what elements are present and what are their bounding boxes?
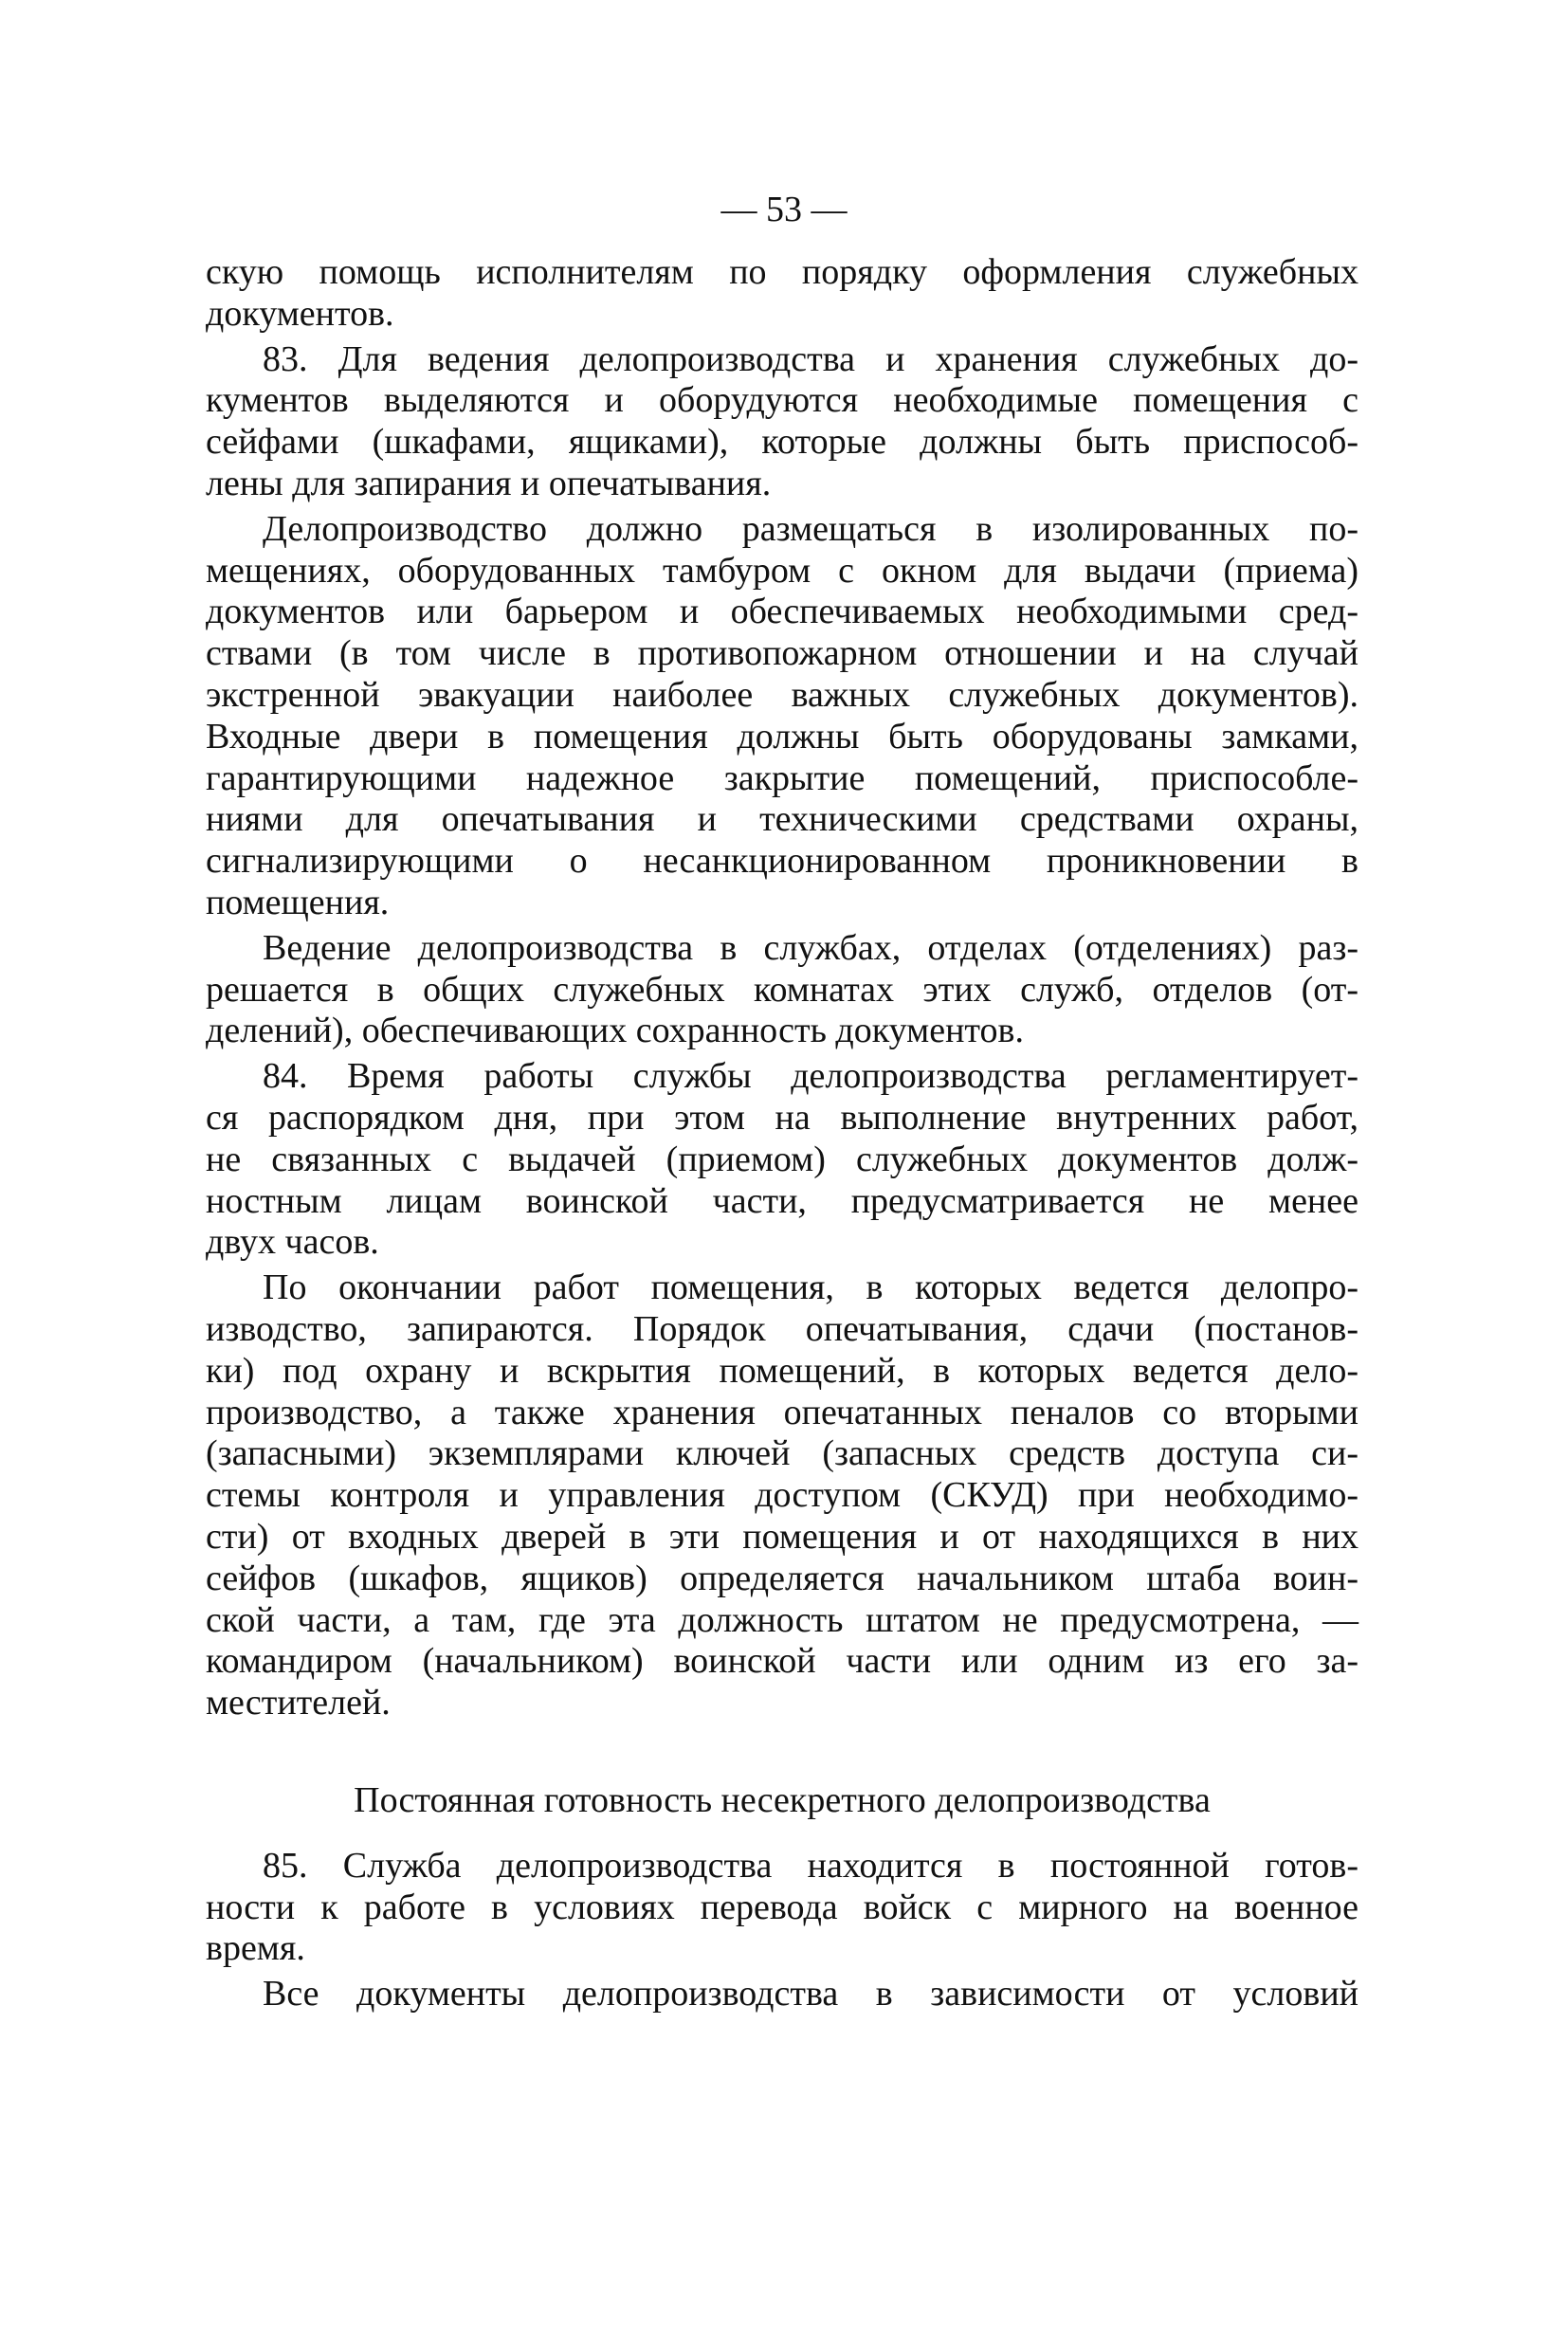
paragraph [206, 928, 1358, 1052]
text-line: ся распорядком дня, при этом на выполнение внутренних работ, [206, 1097, 1358, 1138]
page-number: — 53 — [720, 190, 848, 229]
text-line: не связанных с выдачей (приемом) служебных документов долж- [206, 1139, 1358, 1179]
text-line: Все документы делопроизводства в зависимости от условий [263, 1974, 1358, 2015]
text-line: документов или барьером и обеспечиваемых необходимыми сред- [206, 592, 1358, 632]
paragraph [206, 1974, 1358, 2015]
paragraph [206, 1267, 1358, 1724]
paragraph [206, 252, 1358, 336]
text-line: сейфами (шкафами, ящиками), которые должны быть приспособ- [206, 422, 1358, 463]
text-line: командиром (начальником) воинской части или одним из его за- [206, 1641, 1358, 1682]
text-line: Входные двери в помещения должны быть оборудованы замками, [206, 716, 1358, 757]
text-line: ности к работе в условиях перевода войск с мирного на военное [206, 1887, 1358, 1927]
text-line: гарантирующими надежное закрытие помещений, приспособле- [206, 757, 1358, 798]
text-line: местителей. [206, 1683, 391, 1723]
text-line: ки) под охрану и вскрытия помещений, в которых ведется дело- [206, 1350, 1358, 1391]
text-line: сейфов (шкафов, ящиков) определяется начальником штаба воин- [206, 1558, 1358, 1598]
text-line: помещения. [206, 882, 390, 922]
text-line: время. [206, 1928, 305, 1969]
text-line: ниями для опечатывания и техническими средствами охраны, [206, 799, 1358, 840]
text-line: двух часов. [206, 1222, 379, 1263]
paragraph [206, 509, 1358, 924]
text-line: документов. [206, 293, 394, 334]
text-line: По окончании работ помещения, в которых ведется делопро- [263, 1267, 1358, 1308]
paragraph [206, 1056, 1358, 1264]
text-line: лены для запирания и опечатывания. [206, 463, 772, 503]
text-line: экстренной эвакуации наиболее важных служебных документов). [206, 674, 1358, 715]
text-line: производство, а также хранения опечатанных пеналов со вторыми [206, 1392, 1358, 1432]
text-line: делений), обеспечивающих сохранность документов. [206, 1011, 1024, 1051]
text-line: 84. Время работы службы делопроизводства регламентирует- [263, 1056, 1358, 1097]
section-heading: Постоянная готовность несекретного делопроизводства [354, 1779, 1211, 1820]
text-line: сигнализирующими о несанкционированном проникновении в [206, 841, 1358, 882]
text-line: кументов выделяются и оборудуются необходимые помещения с [206, 380, 1358, 421]
text-line: 83. Для ведения делопроизводства и хранения служебных до- [263, 338, 1358, 379]
document-body [206, 252, 1358, 2015]
text-line: мещениях, оборудованных тамбуром с окном для выдачи (приема) [206, 550, 1358, 591]
text-line: скую помощь исполнителям по порядку оформления служебных [206, 252, 1358, 292]
text-line: Делопроизводство должно размещаться в изолированных по- [263, 508, 1358, 549]
text-line: ностным лицам воинской части, предусматривается не менее [206, 1180, 1358, 1221]
text-line: 85. Служба делопроизводства находится в постоянной готов- [263, 1845, 1358, 1886]
paragraph [206, 1846, 1358, 1970]
paragraph [206, 339, 1358, 505]
text-line: ской части, а там, где эта должность штатом не предусмотрена, — [206, 1599, 1358, 1640]
text-line: ствами (в том числе в противопожарном отношении и на случай [206, 633, 1358, 674]
text-line: решается в общих служебных комнатах этих служб, отделов (от- [206, 969, 1358, 1010]
text-line: изводство, запираются. Порядок опечатывания, сдачи (постанов- [206, 1308, 1358, 1349]
text-line: сти) от входных дверей в эти помещения и от находящихся в них [206, 1516, 1358, 1557]
text-line: стемы контроля и управления доступом (СКУД) при необходимо- [206, 1475, 1358, 1516]
text-line: (запасными) экземплярами ключей (запасных средств доступа си- [206, 1433, 1358, 1474]
text-line: Ведение делопроизводства в службах, отделах (отделениях) раз- [263, 927, 1358, 968]
